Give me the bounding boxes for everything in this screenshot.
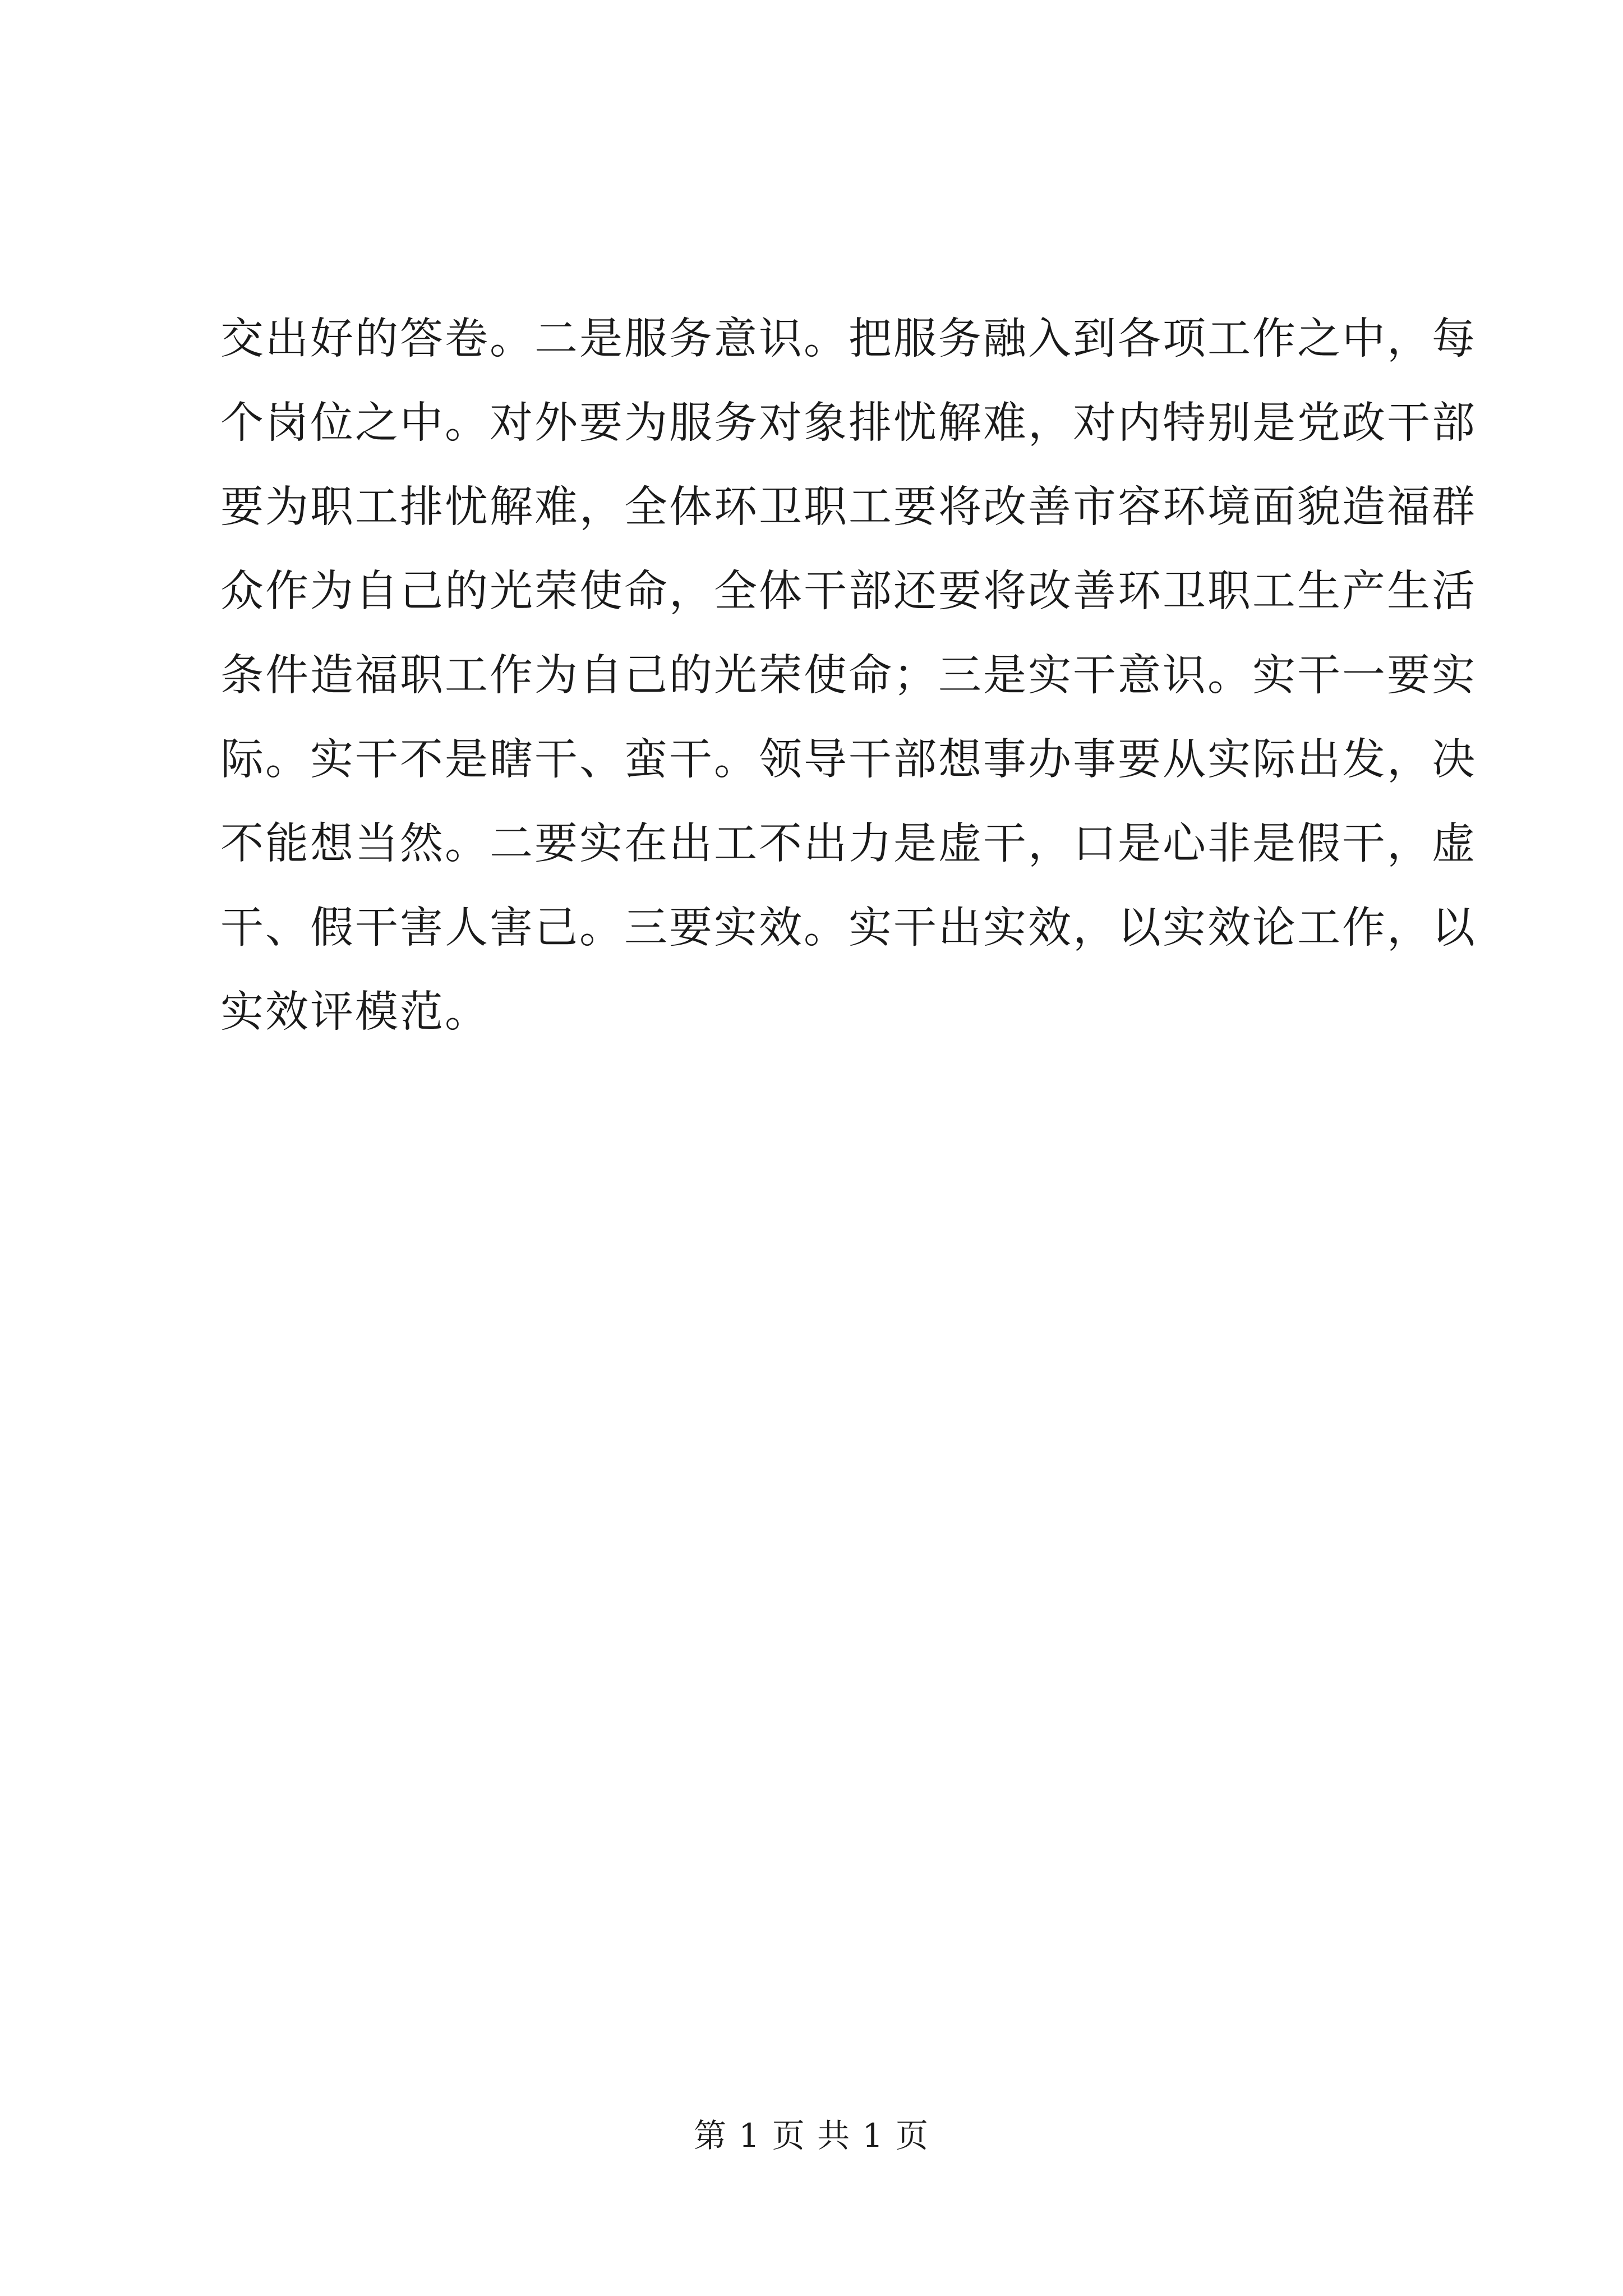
paragraph-line: 要为职工排忧解难，全体环卫职工要将改善市容环境面貌造福群 — [220, 482, 1477, 532]
paragraph-line: 个岗位之中。对外要为服务对象排忧解难，对内特别是党政干部 — [220, 398, 1477, 448]
paragraph-line: 交出好的答卷。二是服务意识。把服务融入到各项工作之中，每 — [220, 314, 1477, 364]
paragraph-line: 条件造福职工作为自己的光荣使命；三是实干意识。实干一要实 — [220, 651, 1477, 701]
paragraph-line: 干、假干害人害己。三要实效。实干出实效，以实效论工作，以 — [220, 903, 1477, 953]
page-number-footer: 第 1 页 共 1 页 — [694, 2116, 929, 2155]
paragraph-line: 不能想当然。二要实在出工不出力是虚干，口是心非是假干，虚 — [220, 819, 1477, 869]
body-paragraph — [220, 297, 1477, 1055]
paragraph-line: 际。实干不是瞎干、蛮干。领导干部想事办事要从实际出发，决 — [220, 735, 1477, 785]
paragraph-line: 实效评模范。 — [220, 987, 490, 1037]
paragraph-line: 众作为自己的光荣使命，全体干部还要将改善环卫职工生产生活 — [220, 567, 1477, 616]
